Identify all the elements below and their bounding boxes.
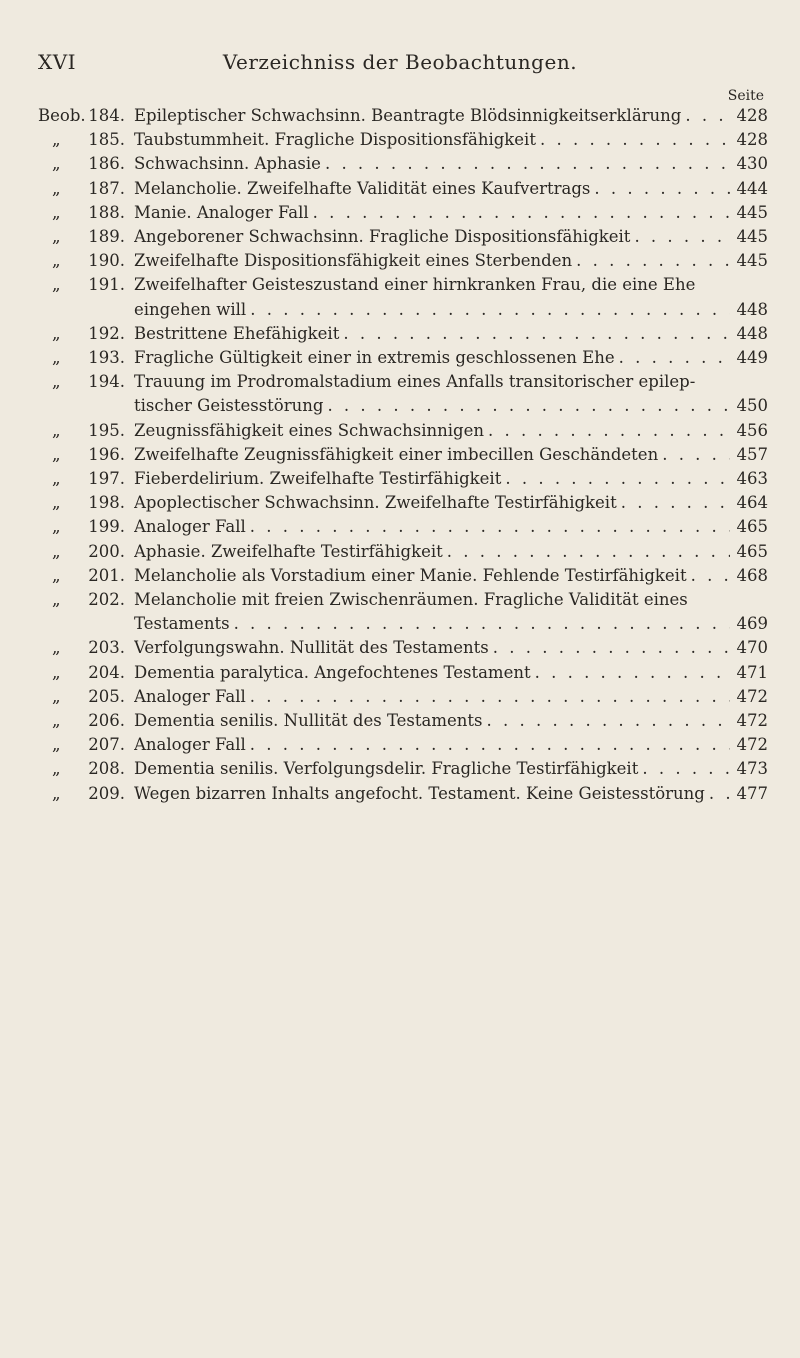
page-ref: 470 bbox=[736, 638, 768, 658]
toc-entry bbox=[38, 370, 768, 418]
entry-number: 188. bbox=[88, 202, 125, 222]
entry-title bbox=[134, 346, 730, 370]
entry-title bbox=[134, 225, 730, 249]
entry-title-line: Schwachsinn. Aphasie bbox=[134, 154, 321, 174]
entry-title-line: Zweifelhafter Geisteszustand einer hirnkranken Frau, die eine Ehe bbox=[134, 275, 696, 295]
ditto-mark: „ bbox=[52, 565, 61, 585]
page-ref: 465 bbox=[736, 517, 768, 537]
toc-entry bbox=[38, 757, 768, 781]
observation-list bbox=[38, 104, 768, 806]
ditto-mark: „ bbox=[52, 372, 61, 392]
ditto-mark: „ bbox=[52, 275, 61, 295]
ditto-mark: „ bbox=[52, 251, 61, 271]
dot-leader bbox=[662, 443, 730, 467]
dot-leader bbox=[691, 564, 730, 588]
entry-title bbox=[134, 273, 730, 321]
dot-leader bbox=[505, 467, 730, 491]
entry-title bbox=[134, 249, 730, 273]
entry-title-line: Melancholie als Vorstadium einer Manie. Fehlende Testirfähigkeit bbox=[134, 565, 687, 585]
entry-title bbox=[134, 419, 730, 443]
ditto-mark: „ bbox=[52, 493, 61, 513]
dot-leader bbox=[234, 612, 730, 636]
entry-title bbox=[134, 104, 730, 128]
toc-entry bbox=[38, 467, 768, 491]
entry-number: 185. bbox=[88, 130, 125, 150]
entry-title bbox=[134, 757, 730, 781]
page-ref: 472 bbox=[736, 711, 768, 731]
entry-number: 201. bbox=[88, 565, 125, 585]
dot-leader bbox=[313, 201, 730, 225]
entry-title bbox=[134, 515, 730, 539]
entry-title bbox=[134, 540, 730, 564]
ditto-mark: „ bbox=[52, 178, 61, 198]
entry-title bbox=[134, 733, 730, 757]
toc-entry bbox=[38, 661, 768, 685]
entry-title-line: Verfolgungswahn. Nullität des Testaments bbox=[134, 638, 489, 658]
page-ref: 449 bbox=[736, 348, 768, 368]
ditto-mark: „ bbox=[52, 154, 61, 174]
ditto-mark: „ bbox=[52, 638, 61, 658]
entry-title-line: Dementia senilis. Nullität des Testaments bbox=[134, 711, 483, 731]
toc-entry bbox=[38, 201, 768, 225]
page-number: XVI bbox=[38, 50, 77, 74]
entry-title-line: Testaments bbox=[134, 614, 230, 634]
page-ref: 428 bbox=[736, 130, 768, 150]
toc-entry bbox=[38, 515, 768, 539]
page-ref: 472 bbox=[736, 735, 768, 755]
toc-entry bbox=[38, 225, 768, 249]
dot-leader bbox=[619, 346, 730, 370]
entry-number: 197. bbox=[88, 469, 125, 489]
entry-title-line: Taubstummheit. Fragliche Dispositionsfähigkeit bbox=[134, 130, 536, 150]
dot-leader bbox=[493, 636, 730, 660]
toc-entry bbox=[38, 733, 768, 757]
entry-title bbox=[134, 467, 730, 491]
entry-number: 194. bbox=[88, 372, 125, 392]
entry-title-line: Angeborener Schwachsinn. Fragliche Dispositionsfähigkeit bbox=[134, 227, 631, 247]
entry-title-line: Zweifelhafte Zeugnissfähigkeit einer imbecillen Geschändeten bbox=[134, 444, 659, 464]
toc-entry bbox=[38, 346, 768, 370]
entry-number: 207. bbox=[88, 735, 125, 755]
page-ref: 468 bbox=[736, 565, 768, 585]
entry-title-line: Dementia paralytica. Angefochtenes Testament bbox=[134, 662, 531, 682]
dot-leader bbox=[250, 515, 730, 539]
page-ref: 448 bbox=[736, 323, 768, 343]
dot-leader bbox=[535, 661, 730, 685]
entry-title-line: Aphasie. Zweifelhafte Testirfähigkeit bbox=[134, 541, 443, 561]
toc-entry bbox=[38, 540, 768, 564]
entry-number: 202. bbox=[88, 590, 125, 610]
ditto-mark: „ bbox=[52, 590, 61, 610]
page-ref: 428 bbox=[736, 106, 768, 125]
entry-title-line: tischer Geistesstörung bbox=[134, 396, 324, 416]
toc-entry bbox=[38, 588, 768, 636]
page-ref: 450 bbox=[736, 396, 768, 416]
entry-title-line: Analoger Fall bbox=[134, 517, 246, 537]
toc-entry bbox=[38, 636, 768, 660]
page-ref: 463 bbox=[736, 469, 768, 489]
ditto-mark: „ bbox=[52, 686, 61, 706]
page-ref: 430 bbox=[736, 154, 768, 174]
entry-title bbox=[134, 322, 730, 346]
ditto-mark: „ bbox=[52, 662, 61, 682]
entry-title bbox=[134, 685, 730, 709]
ditto-mark: „ bbox=[52, 444, 61, 464]
entry-number: 190. bbox=[88, 251, 125, 271]
dot-leader bbox=[709, 782, 730, 806]
ditto-mark: „ bbox=[52, 469, 61, 489]
ditto-mark: „ bbox=[52, 711, 61, 731]
entry-number: 205. bbox=[88, 686, 125, 706]
toc-entry bbox=[38, 273, 768, 321]
ditto-mark: „ bbox=[52, 227, 61, 247]
entry-title-line: Melancholie. Zweifelhafte Validität eines Kaufvertrags bbox=[134, 178, 591, 198]
toc-entry bbox=[38, 443, 768, 467]
ditto-mark: „ bbox=[52, 420, 61, 440]
ditto-mark: „ bbox=[52, 783, 61, 803]
dot-leader bbox=[447, 540, 730, 564]
entry-title-line: Fragliche Gültigkeit einer in extremis geschlossenen Ehe bbox=[134, 348, 615, 368]
page-ref: 473 bbox=[736, 759, 768, 779]
page-ref: 456 bbox=[736, 420, 768, 440]
toc-entry bbox=[38, 104, 768, 128]
page-ref: 445 bbox=[736, 251, 768, 271]
entry-title-line: Zeugnissfähigkeit eines Schwachsinnigen bbox=[134, 420, 484, 440]
ditto-mark: „ bbox=[52, 735, 61, 755]
page-ref: 457 bbox=[736, 444, 768, 464]
entry-title bbox=[134, 152, 730, 176]
entry-title-line: Dementia senilis. Verfolgungsdelir. Fragliche Testirfähigkeit bbox=[134, 759, 639, 779]
entry-number: 200. bbox=[88, 541, 125, 561]
page-column-label: Seite bbox=[727, 88, 764, 104]
entry-title-line: eingehen will bbox=[134, 299, 247, 319]
dot-leader bbox=[250, 733, 730, 757]
entry-number: 198. bbox=[88, 493, 125, 513]
entry-title-line: Zweifelhafte Dispositionsfähigkeit eines Sterbenden bbox=[134, 251, 573, 271]
dot-leader bbox=[576, 249, 730, 273]
toc-entry bbox=[38, 249, 768, 273]
dot-leader bbox=[540, 128, 730, 152]
ditto-mark: „ bbox=[52, 202, 61, 222]
page-ref: 469 bbox=[736, 614, 768, 634]
dot-leader bbox=[642, 757, 730, 781]
entry-number: 189. bbox=[88, 227, 125, 247]
entry-title bbox=[134, 636, 730, 660]
entry-title bbox=[134, 370, 730, 418]
entry-number: 204. bbox=[88, 662, 125, 682]
dot-leader bbox=[685, 104, 730, 128]
entry-title-line: Epileptischer Schwachsinn. Beantragte Blödsinnigkeitserklärung bbox=[134, 106, 682, 125]
entry-title bbox=[134, 201, 730, 225]
toc-entry bbox=[38, 419, 768, 443]
entry-title bbox=[134, 491, 730, 515]
page-ref: 465 bbox=[736, 541, 768, 561]
entry-number: 208. bbox=[88, 759, 125, 779]
entry-title bbox=[134, 564, 730, 588]
entry-number: 195. bbox=[88, 420, 125, 440]
dot-leader bbox=[621, 491, 730, 515]
dot-leader bbox=[594, 177, 730, 201]
entry-title-line: Fieberdelirium. Zweifelhafte Testirfähigkeit bbox=[134, 469, 502, 489]
page-ref: 444 bbox=[736, 178, 768, 198]
ditto-mark: „ bbox=[52, 130, 61, 150]
entry-number: 199. bbox=[88, 517, 125, 537]
toc-entry bbox=[38, 128, 768, 152]
page-ref: 464 bbox=[736, 493, 768, 513]
ditto-mark: „ bbox=[52, 323, 61, 343]
entry-number: 206. bbox=[88, 711, 125, 731]
entry-number: 191. bbox=[88, 275, 125, 295]
entry-number: 203. bbox=[88, 638, 125, 658]
ditto-mark: „ bbox=[52, 759, 61, 779]
dot-leader bbox=[325, 152, 730, 176]
entry-title-line: Trauung im Prodromalstadium eines Anfalls transitorischer epilep- bbox=[134, 372, 696, 392]
page-ref: 472 bbox=[736, 686, 768, 706]
entry-prefix: Beob. bbox=[38, 106, 86, 125]
dot-leader bbox=[487, 709, 730, 733]
entry-number: 193. bbox=[88, 348, 125, 368]
page-ref: 448 bbox=[736, 299, 768, 319]
entry-title-line: Melancholie mit freien Zwischenräumen. Fragliche Validität eines bbox=[134, 590, 688, 610]
dot-leader bbox=[250, 685, 730, 709]
toc-entry bbox=[38, 322, 768, 346]
dot-leader bbox=[488, 419, 730, 443]
toc-entry bbox=[38, 177, 768, 201]
entry-number: 187. bbox=[88, 178, 125, 198]
entry-title bbox=[134, 782, 730, 806]
entry-title-line: Manie. Analoger Fall bbox=[134, 202, 309, 222]
page-ref: 445 bbox=[736, 227, 768, 247]
page-ref: 445 bbox=[736, 202, 768, 222]
entry-title-line: Bestrittene Ehefähigkeit bbox=[134, 323, 340, 343]
dot-leader bbox=[343, 322, 730, 346]
toc-entry bbox=[38, 152, 768, 176]
entry-number: 209. bbox=[88, 783, 125, 803]
entry-title bbox=[134, 128, 730, 152]
page-ref: 471 bbox=[736, 662, 768, 682]
toc-entry bbox=[38, 782, 768, 806]
ditto-mark: „ bbox=[52, 517, 61, 537]
entry-title-line: Wegen bizarren Inhalts angefocht. Testament. Keine Geistesstörung bbox=[134, 783, 705, 803]
ditto-mark: „ bbox=[52, 541, 61, 561]
entry-number: 184. bbox=[88, 106, 125, 125]
toc-entry bbox=[38, 685, 768, 709]
entry-title-line: Analoger Fall bbox=[134, 735, 246, 755]
toc-entry bbox=[38, 564, 768, 588]
toc-entry bbox=[38, 709, 768, 733]
entry-title bbox=[134, 443, 730, 467]
entry-title bbox=[134, 177, 730, 201]
entry-number: 196. bbox=[88, 444, 125, 464]
dot-leader bbox=[634, 225, 730, 249]
ditto-mark: „ bbox=[52, 348, 61, 368]
running-title: Verzeichniss der Beobachtungen. bbox=[222, 50, 578, 74]
entry-title bbox=[134, 709, 730, 733]
entry-title bbox=[134, 588, 730, 636]
dot-leader bbox=[327, 394, 730, 418]
toc-entry bbox=[38, 491, 768, 515]
entry-title-line: Apoplectischer Schwachsinn. Zweifelhafte Testirfähigkeit bbox=[134, 493, 617, 513]
entry-title-line: Analoger Fall bbox=[134, 686, 246, 706]
dot-leader bbox=[250, 298, 730, 322]
entry-number: 192. bbox=[88, 323, 125, 343]
entry-number: 186. bbox=[88, 154, 125, 174]
running-header bbox=[38, 50, 762, 80]
page-ref: 477 bbox=[736, 783, 768, 803]
entry-title bbox=[134, 661, 730, 685]
